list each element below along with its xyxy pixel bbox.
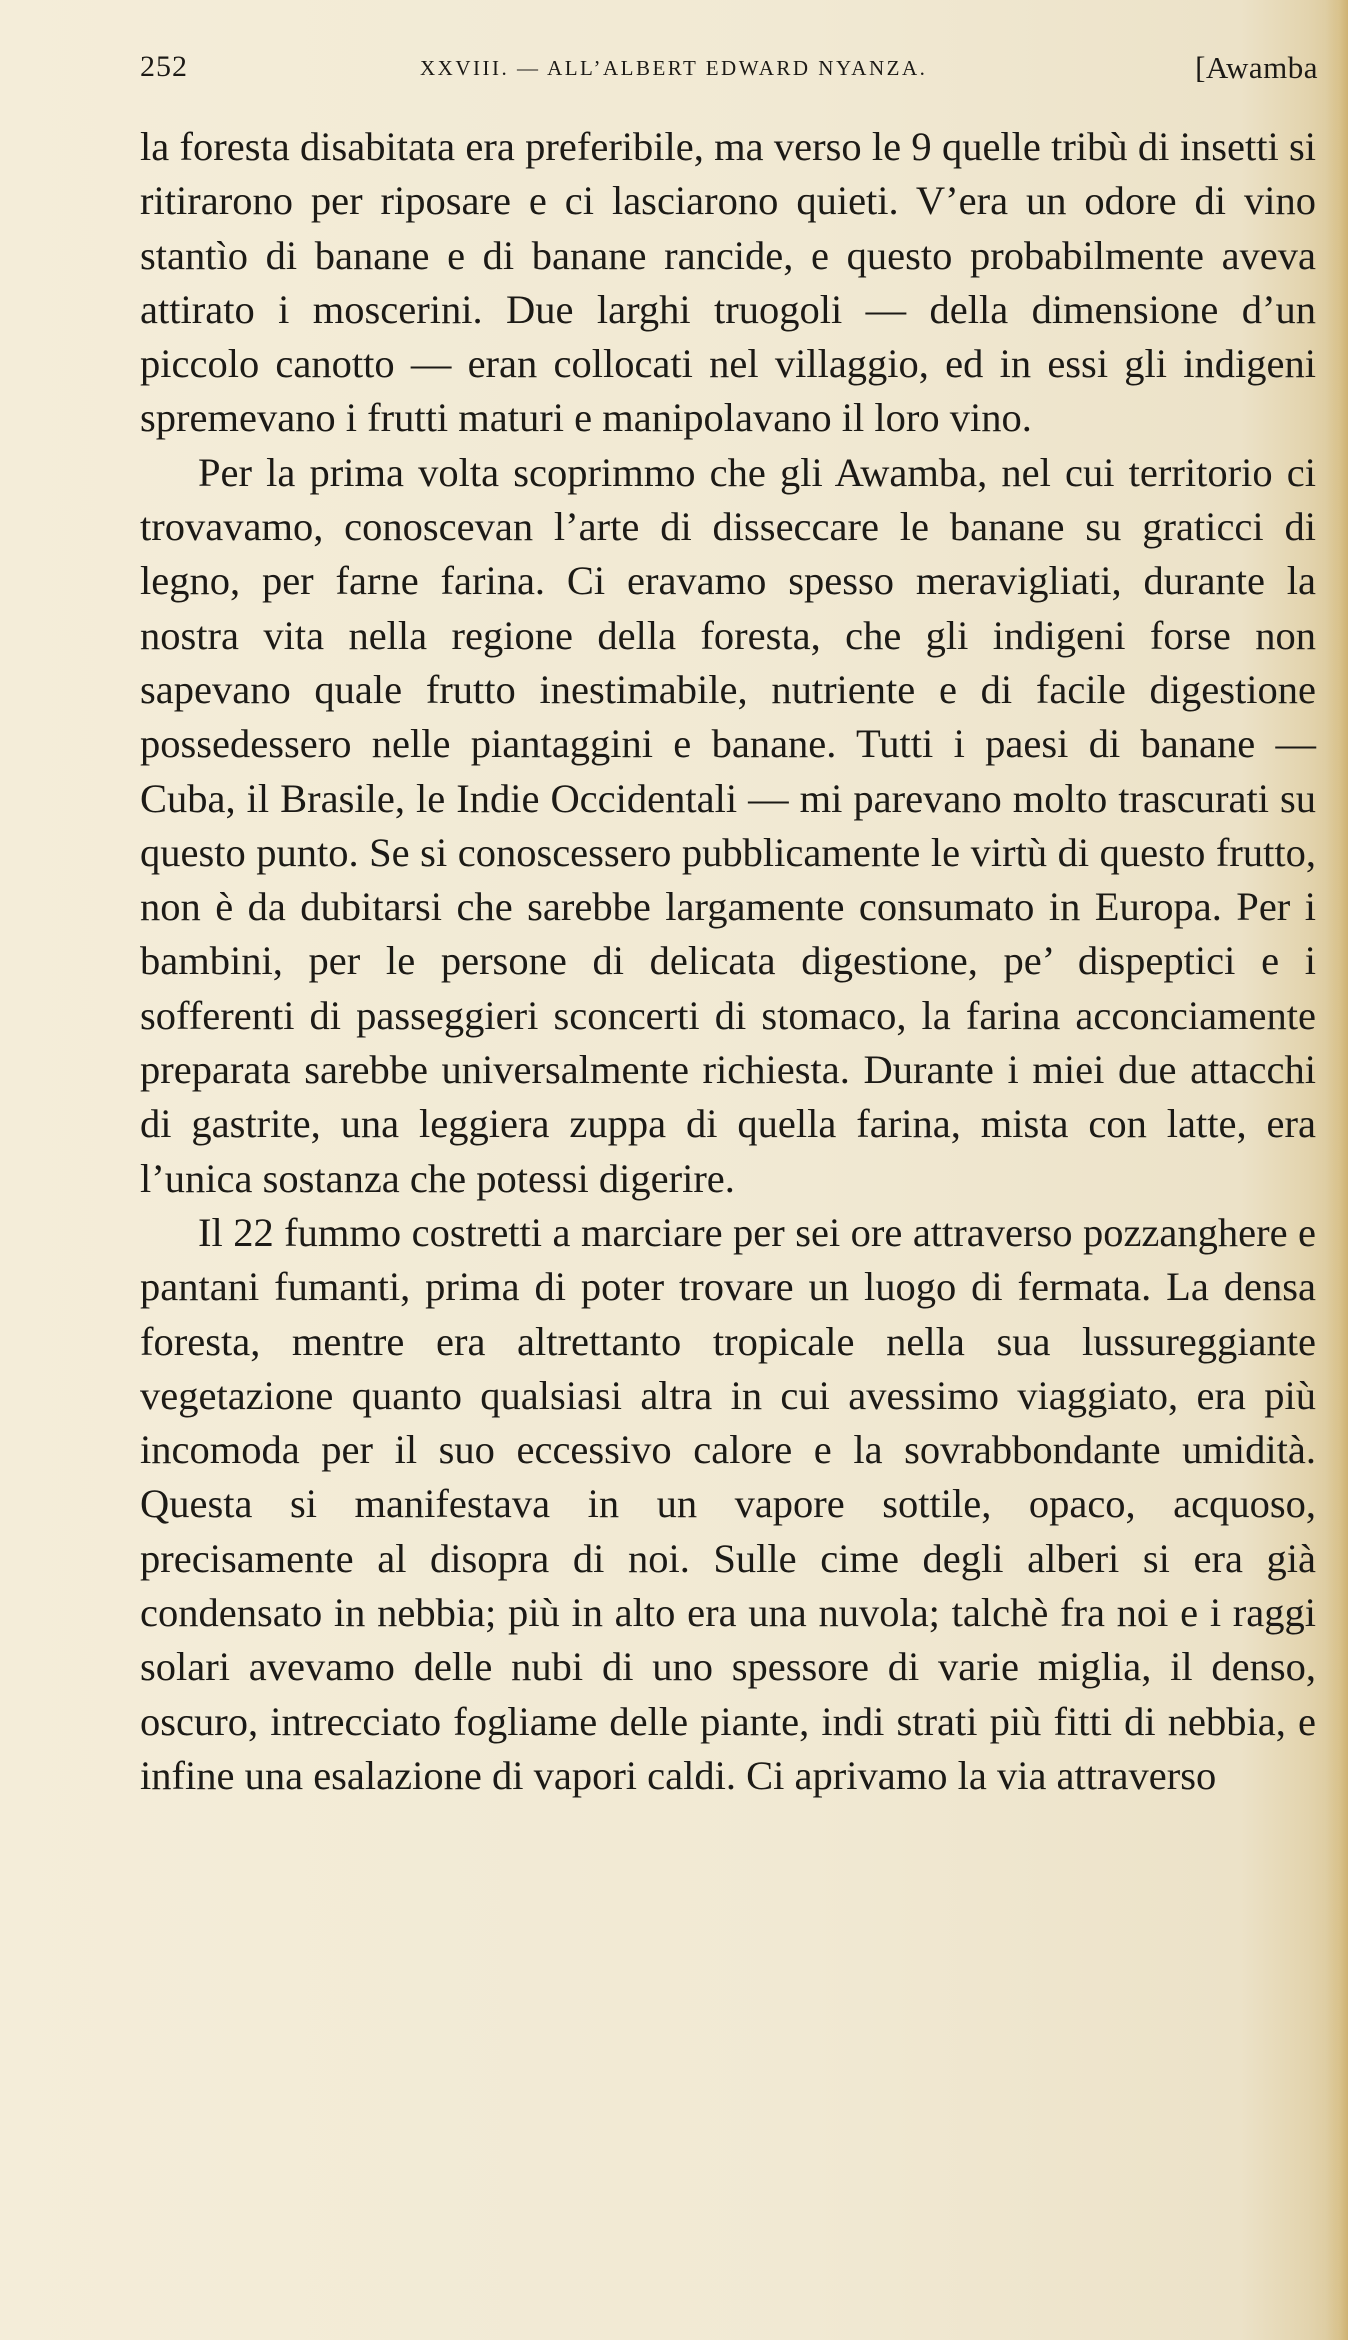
- running-header: [140, 50, 1318, 90]
- paragraph: Il 22 fummo costretti a marciare per sei ore attraverso pozzanghere e pantani fumanti, prima di poter trovare un luogo di fermata. La densa foresta, mentre era altrettanto tropicale nella sua lussureggiante vegetazione quanto qualsiasi altra in cui avessimo viaggiato, era più incomoda per il suo eccessivo calore e la sovrabbondante umidità. Questa si manifestava in un vapore sottile, opaco, acquoso, precisamente al disopra di noi. Sulle cime degli alberi si era già condensato in nebbia; più in alto era una nuvola; talchè fra noi e i raggi solari avevamo delle nubi di uno spessore di varie miglia, il denso, oscuro, intrecciato fogliame delle piante, indi strati più fitti di nebbia, e infine una esalazione di vapori caldi. Ci aprivamo la via attraverso: [140, 1209, 1316, 1798]
- paragraph: Per la prima volta scoprimmo che gli Awamba, nel cui territorio ci trovavamo, conoscevan l’arte di disseccare le banane su graticci di legno, per farne farina. Ci eravamo spesso meravigliati, durante la nostra vita nella regione della foresta, che gli indigeni forse non sapevano quale frutto inestimabile, nutriente e di facile digestione possedessero nelle piantaggini e banane. Tutti i paesi di banane — Cuba, il Brasile, le Indie Occidentali — mi parevano molto trascurati su questo punto. Se si conoscessero pubblicamente le virtù di questo frutto, non è da dubitarsi che sarebbe largamente consumato in Europa. Per i bambini, per le persone di delicata digestione, pe’ dispeptici e i sofferenti di passeggieri sconcerti di stomaco, la farina acconciamente preparata sarebbe universalmente richiesta. Durante i miei due attacchi di gastrite, una leggiera zuppa di quella farina, mista con latte, era l’unica sostanza che potessi digerire.: [140, 449, 1316, 1201]
- paragraph: la foresta disabitata era preferibile, ma verso le 9 quelle tribù di insetti si ritirarono per riposare e ci lasciarono quieti. V’era un odore di vino stantìo di banane e di banane rancide, e questo probabilmente aveva attirato i moscerini. Due larghi truogoli — della dimensione d’un piccolo canotto — eran collocati nel villaggio, ed in essi gli indigeni spremevano i frutti maturi e manipolavano il loro vino.: [140, 124, 1316, 441]
- section-name: [Awamba: [1195, 50, 1318, 85]
- body-text: [140, 120, 1316, 1803]
- page-edge-shadow: [1326, 0, 1348, 2340]
- page-number: 252: [140, 50, 188, 83]
- running-title: XXVIII. — ALL’ALBERT EDWARD NYANZA.: [420, 56, 928, 80]
